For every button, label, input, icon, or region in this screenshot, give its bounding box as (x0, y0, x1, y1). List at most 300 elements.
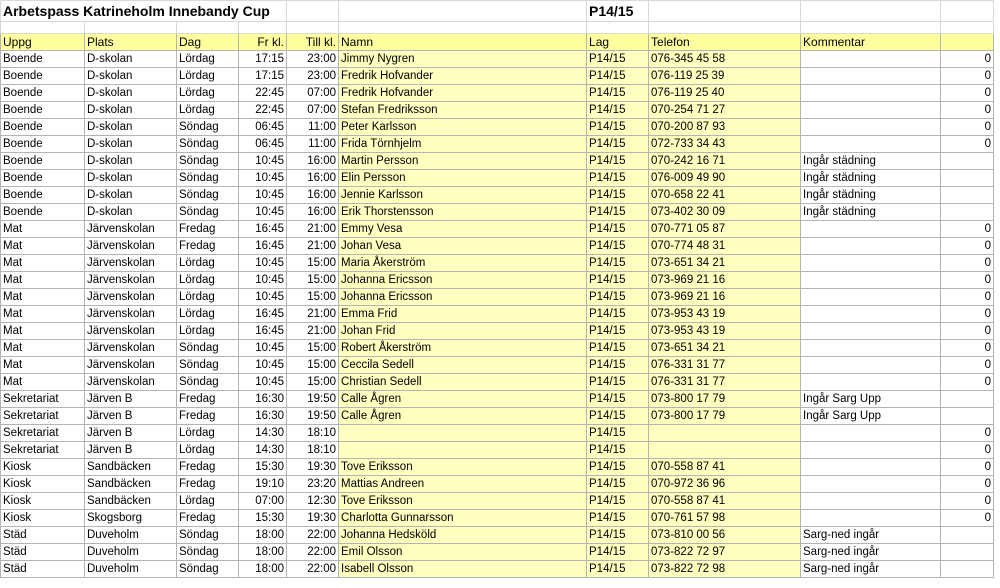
cell-dag[interactable]: Söndag (177, 153, 239, 170)
cell-namn[interactable]: Jimmy Nygren (339, 51, 587, 68)
cell-namn[interactable]: Emmy Vesa (339, 221, 587, 238)
cell-value[interactable] (941, 170, 994, 187)
cell-lag[interactable]: P14/15 (587, 136, 649, 153)
cell-namn[interactable]: Calle Ågren (339, 408, 587, 425)
cell-uppg[interactable]: Mat (1, 289, 85, 306)
cell-value[interactable]: 0 (941, 102, 994, 119)
cell-value[interactable] (941, 391, 994, 408)
cell-fr-kl[interactable]: 22:45 (239, 85, 287, 102)
cell-till-kl[interactable]: 07:00 (287, 102, 339, 119)
cell-fr-kl[interactable]: 22:45 (239, 102, 287, 119)
cell-fr-kl[interactable]: 16:45 (239, 221, 287, 238)
cell-plats[interactable]: Sandbäcken (85, 476, 177, 493)
cell-uppg[interactable]: Mat (1, 306, 85, 323)
cell-plats[interactable]: D-skolan (85, 85, 177, 102)
cell-kommentar[interactable] (801, 476, 941, 493)
cell-uppg[interactable]: Städ (1, 561, 85, 578)
cell-fr-kl[interactable]: 10:45 (239, 289, 287, 306)
cell-till-kl[interactable]: 23:00 (287, 51, 339, 68)
cell-uppg[interactable]: Sekretariat (1, 425, 85, 442)
cell-till-kl[interactable]: 21:00 (287, 238, 339, 255)
cell-namn[interactable]: Tove Eriksson (339, 493, 587, 510)
cell-value[interactable]: 0 (941, 306, 994, 323)
cell-kommentar[interactable] (801, 51, 941, 68)
cell-plats[interactable]: D-skolan (85, 187, 177, 204)
cell-telefon[interactable]: 070-558 87 41 (649, 493, 801, 510)
cell-fr-kl[interactable]: 18:00 (239, 527, 287, 544)
cell-plats[interactable]: D-skolan (85, 204, 177, 221)
cell-till-kl[interactable]: 11:00 (287, 136, 339, 153)
cell-namn[interactable]: Johan Frid (339, 323, 587, 340)
cell-namn[interactable]: Charlotta Gunnarsson (339, 510, 587, 527)
cell-dag[interactable]: Lördag (177, 493, 239, 510)
cell-dag[interactable]: Lördag (177, 102, 239, 119)
header-kommentar[interactable]: Kommentar (801, 34, 941, 51)
cell-plats[interactable]: Järven B (85, 408, 177, 425)
cell-dag[interactable]: Lördag (177, 442, 239, 459)
cell-till-kl[interactable]: 19:50 (287, 408, 339, 425)
cell-fr-kl[interactable]: 16:45 (239, 323, 287, 340)
cell-plats[interactable]: Järven B (85, 442, 177, 459)
cell-lag[interactable]: P14/15 (587, 289, 649, 306)
cell-till-kl[interactable]: 11:00 (287, 119, 339, 136)
cell-plats[interactable]: Järvenskolan (85, 255, 177, 272)
cell-till-kl[interactable]: 19:30 (287, 510, 339, 527)
cell-plats[interactable]: Järvenskolan (85, 289, 177, 306)
cell-fr-kl[interactable]: 10:45 (239, 170, 287, 187)
cell-telefon[interactable]: 073-810 00 56 (649, 527, 801, 544)
cell-value[interactable] (941, 561, 994, 578)
cell-uppg[interactable]: Mat (1, 272, 85, 289)
cell-till-kl[interactable]: 21:00 (287, 221, 339, 238)
cell-uppg[interactable]: Mat (1, 340, 85, 357)
cell-dag[interactable]: Söndag (177, 527, 239, 544)
cell-plats[interactable]: Järvenskolan (85, 374, 177, 391)
cell-kommentar[interactable]: Sarg-ned ingår (801, 561, 941, 578)
cell-till-kl[interactable]: 15:00 (287, 374, 339, 391)
header-fr-kl[interactable]: Fr kl. (239, 34, 287, 51)
cell-lag[interactable]: P14/15 (587, 170, 649, 187)
cell-till-kl[interactable]: 22:00 (287, 527, 339, 544)
cell-namn[interactable] (339, 425, 587, 442)
header-namn[interactable]: Namn (339, 34, 587, 51)
cell-namn[interactable]: Frida Törnhjelm (339, 136, 587, 153)
cell-namn[interactable]: Tove Eriksson (339, 459, 587, 476)
cell-namn[interactable]: Peter Karlsson (339, 119, 587, 136)
cell-dag[interactable]: Söndag (177, 561, 239, 578)
cell-uppg[interactable]: Städ (1, 527, 85, 544)
cell-namn[interactable]: Johanna Ericsson (339, 289, 587, 306)
cell-plats[interactable]: D-skolan (85, 153, 177, 170)
cell-uppg[interactable]: Städ (1, 544, 85, 561)
cell-namn[interactable]: Stefan Fredriksson (339, 102, 587, 119)
cell-till-kl[interactable]: 21:00 (287, 306, 339, 323)
cell-uppg[interactable]: Mat (1, 357, 85, 374)
cell-lag[interactable]: P14/15 (587, 374, 649, 391)
cell-lag[interactable]: P14/15 (587, 408, 649, 425)
header-uppg[interactable]: Uppg (1, 34, 85, 51)
cell-kommentar[interactable] (801, 119, 941, 136)
team-title[interactable]: P14/15 (587, 1, 649, 22)
cell-value[interactable]: 0 (941, 459, 994, 476)
cell-kommentar[interactable] (801, 493, 941, 510)
cell-dag[interactable]: Lördag (177, 306, 239, 323)
cell-kommentar[interactable] (801, 289, 941, 306)
cell-kommentar[interactable]: Ingår städning (801, 153, 941, 170)
cell-fr-kl[interactable]: 10:45 (239, 204, 287, 221)
cell-kommentar[interactable] (801, 238, 941, 255)
cell-value[interactable] (941, 544, 994, 561)
cell-kommentar[interactable] (801, 374, 941, 391)
cell-till-kl[interactable]: 22:00 (287, 544, 339, 561)
cell-uppg[interactable]: Mat (1, 221, 85, 238)
cell-lag[interactable]: P14/15 (587, 187, 649, 204)
cell-telefon[interactable]: 073-953 43 19 (649, 306, 801, 323)
cell-lag[interactable]: P14/15 (587, 221, 649, 238)
cell-plats[interactable]: Järven B (85, 425, 177, 442)
cell-namn[interactable]: Elin Persson (339, 170, 587, 187)
cell-lag[interactable]: P14/15 (587, 272, 649, 289)
cell-telefon[interactable]: 070-771 05 87 (649, 221, 801, 238)
cell-lag[interactable]: P14/15 (587, 391, 649, 408)
cell-uppg[interactable]: Kiosk (1, 459, 85, 476)
cell-till-kl[interactable]: 12:30 (287, 493, 339, 510)
cell-namn[interactable]: Johanna Ericsson (339, 272, 587, 289)
cell-namn[interactable]: Johan Vesa (339, 238, 587, 255)
cell-lag[interactable]: P14/15 (587, 153, 649, 170)
cell-value[interactable] (941, 187, 994, 204)
header-extra[interactable] (941, 34, 994, 51)
cell-namn[interactable]: Calle Ågren (339, 391, 587, 408)
cell-till-kl[interactable]: 23:20 (287, 476, 339, 493)
cell-fr-kl[interactable]: 10:45 (239, 374, 287, 391)
cell-plats[interactable]: Järvenskolan (85, 323, 177, 340)
cell-lag[interactable]: P14/15 (587, 544, 649, 561)
cell-till-kl[interactable]: 15:00 (287, 340, 339, 357)
cell-dag[interactable]: Söndag (177, 136, 239, 153)
cell-kommentar[interactable] (801, 425, 941, 442)
cell-dag[interactable]: Söndag (177, 170, 239, 187)
cell-value[interactable] (941, 527, 994, 544)
cell-lag[interactable]: P14/15 (587, 357, 649, 374)
cell-namn[interactable] (339, 442, 587, 459)
cell-value[interactable]: 0 (941, 255, 994, 272)
cell-dag[interactable]: Lördag (177, 68, 239, 85)
cell-till-kl[interactable]: 15:00 (287, 255, 339, 272)
cell-telefon[interactable]: 070-761 57 98 (649, 510, 801, 527)
cell-namn[interactable]: Jennie Karlsson (339, 187, 587, 204)
cell-lag[interactable]: P14/15 (587, 323, 649, 340)
cell-kommentar[interactable]: Sarg-ned ingår (801, 527, 941, 544)
cell-value[interactable]: 0 (941, 85, 994, 102)
cell-fr-kl[interactable]: 10:45 (239, 340, 287, 357)
cell-plats[interactable]: D-skolan (85, 136, 177, 153)
cell-till-kl[interactable]: 07:00 (287, 85, 339, 102)
cell-namn[interactable]: Ceccila Sedell (339, 357, 587, 374)
cell-kommentar[interactable] (801, 510, 941, 527)
cell-dag[interactable]: Söndag (177, 187, 239, 204)
cell-lag[interactable]: P14/15 (587, 306, 649, 323)
cell-telefon[interactable]: 073-822 72 98 (649, 561, 801, 578)
cell-namn[interactable]: Maria Åkerström (339, 255, 587, 272)
cell-dag[interactable]: Fredag (177, 238, 239, 255)
cell-lag[interactable]: P14/15 (587, 68, 649, 85)
cell-telefon[interactable]: 073-969 21 16 (649, 289, 801, 306)
cell-kommentar[interactable] (801, 68, 941, 85)
cell-lag[interactable]: P14/15 (587, 119, 649, 136)
cell-dag[interactable]: Söndag (177, 544, 239, 561)
cell-dag[interactable]: Lördag (177, 289, 239, 306)
cell-dag[interactable]: Lördag (177, 51, 239, 68)
cell-kommentar[interactable]: Ingår städning (801, 170, 941, 187)
cell-dag[interactable]: Lördag (177, 85, 239, 102)
cell-kommentar[interactable]: Ingår städning (801, 204, 941, 221)
cell-fr-kl[interactable]: 15:30 (239, 510, 287, 527)
cell-kommentar[interactable]: Ingår Sarg Upp (801, 391, 941, 408)
cell-uppg[interactable]: Boende (1, 119, 85, 136)
cell-plats[interactable]: Duveholm (85, 527, 177, 544)
header-till-kl[interactable]: Till kl. (287, 34, 339, 51)
cell-uppg[interactable]: Boende (1, 153, 85, 170)
cell-plats[interactable]: Järvenskolan (85, 357, 177, 374)
cell-fr-kl[interactable]: 17:15 (239, 68, 287, 85)
cell-kommentar[interactable] (801, 340, 941, 357)
cell-dag[interactable]: Söndag (177, 119, 239, 136)
cell-dag[interactable]: Lördag (177, 323, 239, 340)
cell-value[interactable] (941, 153, 994, 170)
cell-lag[interactable]: P14/15 (587, 85, 649, 102)
cell-plats[interactable]: Duveholm (85, 544, 177, 561)
cell-kommentar[interactable] (801, 272, 941, 289)
cell-till-kl[interactable]: 23:00 (287, 68, 339, 85)
cell-dag[interactable]: Fredag (177, 391, 239, 408)
cell-till-kl[interactable]: 22:00 (287, 561, 339, 578)
cell-lag[interactable]: P14/15 (587, 102, 649, 119)
cell-namn[interactable]: Fredrik Hofvander (339, 68, 587, 85)
cell-plats[interactable]: Järvenskolan (85, 340, 177, 357)
cell-till-kl[interactable]: 15:00 (287, 272, 339, 289)
cell-telefon[interactable]: 073-402 30 09 (649, 204, 801, 221)
cell-telefon[interactable]: 073-822 72 97 (649, 544, 801, 561)
cell-uppg[interactable]: Mat (1, 255, 85, 272)
cell-value[interactable]: 0 (941, 374, 994, 391)
cell-value[interactable]: 0 (941, 272, 994, 289)
cell-plats[interactable]: D-skolan (85, 102, 177, 119)
cell-value[interactable]: 0 (941, 357, 994, 374)
cell-uppg[interactable]: Sekretariat (1, 442, 85, 459)
cell-telefon[interactable]: 076-345 45 58 (649, 51, 801, 68)
cell-telefon[interactable]: 073-969 21 16 (649, 272, 801, 289)
cell-telefon[interactable]: 070-558 87 41 (649, 459, 801, 476)
cell-telefon[interactable]: 073-651 34 21 (649, 340, 801, 357)
cell-value[interactable]: 0 (941, 221, 994, 238)
cell-fr-kl[interactable]: 10:45 (239, 153, 287, 170)
cell-telefon[interactable]: 070-658 22 41 (649, 187, 801, 204)
cell-dag[interactable]: Fredag (177, 510, 239, 527)
cell-value[interactable]: 0 (941, 68, 994, 85)
cell-dag[interactable]: Söndag (177, 374, 239, 391)
cell-till-kl[interactable]: 16:00 (287, 187, 339, 204)
cell-namn[interactable]: Emil Olsson (339, 544, 587, 561)
cell-fr-kl[interactable]: 10:45 (239, 357, 287, 374)
cell-uppg[interactable]: Sekretariat (1, 408, 85, 425)
cell-kommentar[interactable] (801, 85, 941, 102)
cell-kommentar[interactable] (801, 459, 941, 476)
cell-telefon[interactable]: 073-800 17 79 (649, 408, 801, 425)
cell-uppg[interactable]: Mat (1, 374, 85, 391)
cell-telefon[interactable]: 073-651 34 21 (649, 255, 801, 272)
cell-dag[interactable]: Fredag (177, 476, 239, 493)
cell-telefon[interactable]: 076-119 25 40 (649, 85, 801, 102)
cell-fr-kl[interactable]: 18:00 (239, 544, 287, 561)
cell-dag[interactable]: Lördag (177, 255, 239, 272)
cell-lag[interactable]: P14/15 (587, 204, 649, 221)
cell-lag[interactable]: P14/15 (587, 527, 649, 544)
cell-fr-kl[interactable]: 10:45 (239, 272, 287, 289)
cell-uppg[interactable]: Mat (1, 238, 85, 255)
cell-fr-kl[interactable]: 14:30 (239, 442, 287, 459)
cell-value[interactable]: 0 (941, 51, 994, 68)
cell-till-kl[interactable]: 21:00 (287, 323, 339, 340)
cell-lag[interactable]: P14/15 (587, 238, 649, 255)
cell-till-kl[interactable]: 18:10 (287, 425, 339, 442)
cell-fr-kl[interactable]: 17:15 (239, 51, 287, 68)
cell-plats[interactable]: Sandbäcken (85, 459, 177, 476)
cell-kommentar[interactable]: Sarg-ned ingår (801, 544, 941, 561)
cell-lag[interactable]: P14/15 (587, 561, 649, 578)
cell-kommentar[interactable]: Ingår Sarg Upp (801, 408, 941, 425)
cell-kommentar[interactable] (801, 306, 941, 323)
cell-till-kl[interactable]: 16:00 (287, 153, 339, 170)
cell-uppg[interactable]: Sekretariat (1, 391, 85, 408)
cell-fr-kl[interactable]: 16:30 (239, 408, 287, 425)
cell-lag[interactable]: P14/15 (587, 442, 649, 459)
cell-namn[interactable]: Christian Sedell (339, 374, 587, 391)
cell-till-kl[interactable]: 18:10 (287, 442, 339, 459)
cell-namn[interactable]: Johanna Hedsköld (339, 527, 587, 544)
cell-dag[interactable]: Söndag (177, 357, 239, 374)
cell-plats[interactable]: D-skolan (85, 68, 177, 85)
cell-uppg[interactable]: Boende (1, 102, 85, 119)
cell-dag[interactable]: Lördag (177, 272, 239, 289)
cell-telefon[interactable] (649, 442, 801, 459)
cell-telefon[interactable]: 070-972 36 96 (649, 476, 801, 493)
cell-plats[interactable]: Skogsborg (85, 510, 177, 527)
cell-dag[interactable]: Söndag (177, 340, 239, 357)
cell-uppg[interactable]: Kiosk (1, 476, 85, 493)
cell-namn[interactable]: Mattias Andreen (339, 476, 587, 493)
cell-telefon[interactable] (649, 425, 801, 442)
header-lag[interactable]: Lag (587, 34, 649, 51)
cell-uppg[interactable]: Boende (1, 170, 85, 187)
cell-fr-kl[interactable]: 18:00 (239, 561, 287, 578)
header-dag[interactable]: Dag (177, 34, 239, 51)
cell-kommentar[interactable] (801, 221, 941, 238)
cell-fr-kl[interactable]: 06:45 (239, 119, 287, 136)
cell-fr-kl[interactable]: 16:30 (239, 391, 287, 408)
cell-fr-kl[interactable]: 10:45 (239, 255, 287, 272)
cell-value[interactable]: 0 (941, 238, 994, 255)
cell-uppg[interactable]: Boende (1, 187, 85, 204)
cell-value[interactable]: 0 (941, 119, 994, 136)
cell-till-kl[interactable]: 16:00 (287, 170, 339, 187)
cell-fr-kl[interactable]: 16:45 (239, 306, 287, 323)
cell-plats[interactable]: Duveholm (85, 561, 177, 578)
cell-till-kl[interactable]: 16:00 (287, 204, 339, 221)
cell-dag[interactable]: Fredag (177, 459, 239, 476)
cell-plats[interactable]: Järvenskolan (85, 221, 177, 238)
cell-telefon[interactable]: 070-242 16 71 (649, 153, 801, 170)
cell-namn[interactable]: Erik Thorstensson (339, 204, 587, 221)
cell-lag[interactable]: P14/15 (587, 255, 649, 272)
cell-kommentar[interactable]: Ingår städning (801, 187, 941, 204)
cell-dag[interactable]: Fredag (177, 221, 239, 238)
cell-uppg[interactable]: Kiosk (1, 510, 85, 527)
cell-namn[interactable]: Isabell Olsson (339, 561, 587, 578)
cell-plats[interactable]: D-skolan (85, 119, 177, 136)
cell-uppg[interactable]: Boende (1, 68, 85, 85)
cell-plats[interactable]: Järvenskolan (85, 306, 177, 323)
cell-lag[interactable]: P14/15 (587, 51, 649, 68)
cell-kommentar[interactable] (801, 357, 941, 374)
cell-plats[interactable]: Sandbäcken (85, 493, 177, 510)
cell-uppg[interactable]: Boende (1, 51, 85, 68)
cell-kommentar[interactable] (801, 442, 941, 459)
cell-telefon[interactable]: 072-733 34 43 (649, 136, 801, 153)
cell-kommentar[interactable] (801, 323, 941, 340)
cell-fr-kl[interactable]: 19:10 (239, 476, 287, 493)
cell-telefon[interactable]: 076-331 31 77 (649, 374, 801, 391)
cell-plats[interactable]: D-skolan (85, 51, 177, 68)
cell-fr-kl[interactable]: 06:45 (239, 136, 287, 153)
header-telefon[interactable]: Telefon (649, 34, 801, 51)
cell-plats[interactable]: D-skolan (85, 170, 177, 187)
cell-namn[interactable]: Robert Åkerström (339, 340, 587, 357)
cell-value[interactable]: 0 (941, 323, 994, 340)
cell-value[interactable]: 0 (941, 442, 994, 459)
cell-value[interactable] (941, 204, 994, 221)
cell-value[interactable]: 0 (941, 510, 994, 527)
cell-fr-kl[interactable]: 16:45 (239, 238, 287, 255)
cell-namn[interactable]: Fredrik Hofvander (339, 85, 587, 102)
cell-fr-kl[interactable]: 14:30 (239, 425, 287, 442)
cell-uppg[interactable]: Boende (1, 136, 85, 153)
cell-telefon[interactable]: 076-331 31 77 (649, 357, 801, 374)
cell-telefon[interactable]: 073-800 17 79 (649, 391, 801, 408)
cell-till-kl[interactable]: 19:50 (287, 391, 339, 408)
cell-telefon[interactable]: 070-200 87 93 (649, 119, 801, 136)
cell-till-kl[interactable]: 15:00 (287, 357, 339, 374)
cell-value[interactable]: 0 (941, 340, 994, 357)
cell-fr-kl[interactable]: 15:30 (239, 459, 287, 476)
cell-telefon[interactable]: 076-119 25 39 (649, 68, 801, 85)
cell-lag[interactable]: P14/15 (587, 510, 649, 527)
cell-namn[interactable]: Emma Frid (339, 306, 587, 323)
cell-lag[interactable]: P14/15 (587, 476, 649, 493)
cell-telefon[interactable]: 070-774 48 31 (649, 238, 801, 255)
cell-plats[interactable]: Järven B (85, 391, 177, 408)
cell-uppg[interactable]: Boende (1, 85, 85, 102)
cell-lag[interactable]: P14/15 (587, 459, 649, 476)
cell-dag[interactable]: Söndag (177, 204, 239, 221)
cell-value[interactable]: 0 (941, 136, 994, 153)
cell-uppg[interactable]: Boende (1, 204, 85, 221)
cell-plats[interactable]: Järvenskolan (85, 272, 177, 289)
cell-value[interactable]: 0 (941, 289, 994, 306)
cell-namn[interactable]: Martin Persson (339, 153, 587, 170)
cell-kommentar[interactable] (801, 102, 941, 119)
cell-telefon[interactable]: 073-953 43 19 (649, 323, 801, 340)
